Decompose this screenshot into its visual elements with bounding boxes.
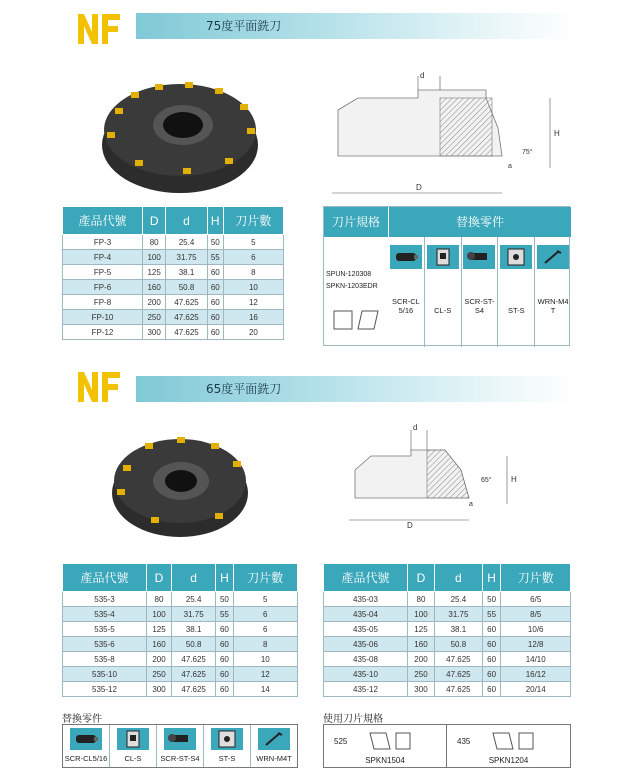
insert-parts-panel xyxy=(323,206,570,346)
table-cell: 200 xyxy=(408,652,435,667)
col-header: H xyxy=(216,564,233,592)
table-cell: 25.4 xyxy=(171,592,215,607)
table-cell: 60 xyxy=(207,280,223,295)
table-row xyxy=(324,652,571,667)
insert-code: 435 xyxy=(457,737,471,746)
inserts-strip xyxy=(323,724,571,768)
table-row xyxy=(63,250,284,265)
table-cell: 50.8 xyxy=(171,637,215,652)
table-cell: 25.4 xyxy=(166,235,207,250)
part-label: ST-S xyxy=(507,306,525,315)
table-cell: 535-3 xyxy=(63,592,147,607)
part-label: CL-S xyxy=(434,306,452,315)
part-cell xyxy=(63,725,110,767)
table-row xyxy=(63,622,298,637)
insert-cell xyxy=(447,725,570,767)
table-cell: 300 xyxy=(143,325,166,340)
table-cell: 80 xyxy=(408,592,435,607)
table-cell: 10 xyxy=(233,652,297,667)
table-cell: 435-10 xyxy=(324,667,408,682)
table-cell: 55 xyxy=(482,607,501,622)
table-cell: 535-8 xyxy=(63,652,147,667)
table-cell: 125 xyxy=(143,265,166,280)
table-cell: 16/12 xyxy=(501,667,571,682)
part-cell xyxy=(498,237,535,347)
table-cell: 60 xyxy=(216,637,233,652)
part-icon xyxy=(390,245,422,269)
part-label: SCR-ST-S4 xyxy=(160,754,200,763)
table-cell: 435-04 xyxy=(324,607,408,622)
spec-table-435 xyxy=(323,563,571,697)
table-row xyxy=(324,622,571,637)
table-cell: 435-08 xyxy=(324,652,408,667)
table-cell: 8/5 xyxy=(501,607,571,622)
table-cell: 47.625 xyxy=(166,310,207,325)
table-cell: 50.8 xyxy=(166,280,207,295)
table-cell: 125 xyxy=(147,622,172,637)
table-cell: 38.1 xyxy=(434,622,482,637)
dim-angle: 75° xyxy=(522,149,533,156)
table-cell: 47.625 xyxy=(434,682,482,697)
spec-table-75 xyxy=(62,206,284,340)
insert-shape-icon xyxy=(366,729,426,753)
table-cell: 60 xyxy=(216,622,233,637)
spec-table-535 xyxy=(62,563,298,697)
dim-H: H xyxy=(554,129,560,138)
col-header: 刀片數 xyxy=(223,207,283,235)
table-cell: 20 xyxy=(223,325,283,340)
table-cell: 100 xyxy=(147,607,172,622)
table-cell: 435-03 xyxy=(324,592,408,607)
inserts-label: 使用刀片規格 xyxy=(323,714,383,725)
insert-code: 525 xyxy=(334,737,348,746)
dimension-drawing-65 xyxy=(335,420,535,532)
table-row xyxy=(324,682,571,697)
table-cell: 31.75 xyxy=(434,607,482,622)
part-icon xyxy=(427,245,459,269)
table-cell: 12 xyxy=(233,667,297,682)
table-cell: 14 xyxy=(233,682,297,697)
table-cell: 160 xyxy=(147,637,172,652)
table-cell: 535-4 xyxy=(63,607,147,622)
table-cell: 125 xyxy=(408,622,435,637)
table-cell: FP-3 xyxy=(63,235,143,250)
part-icon xyxy=(463,245,495,269)
table-cell: 12/8 xyxy=(501,637,571,652)
col-header: 產品代號 xyxy=(324,564,408,592)
table-cell: 535-12 xyxy=(63,682,147,697)
table-cell: 47.625 xyxy=(171,652,215,667)
insert-header: 刀片規格 xyxy=(324,207,388,237)
dim-a: a xyxy=(469,501,473,508)
table-cell: 10/6 xyxy=(501,622,571,637)
table-cell: 200 xyxy=(143,295,166,310)
table-cell: 300 xyxy=(147,682,172,697)
table-cell: 60 xyxy=(216,682,233,697)
table-cell: FP-4 xyxy=(63,250,143,265)
part-label: WRN-M4T xyxy=(537,297,569,315)
part-label: SCR-CL5/16 xyxy=(391,297,420,315)
table-cell: 47.625 xyxy=(434,667,482,682)
table-row xyxy=(324,637,571,652)
part-label: SCR-CL5/16 xyxy=(64,754,108,763)
milling-cutter-image xyxy=(105,425,255,545)
table-cell: 60 xyxy=(482,622,501,637)
table-cell: 5 xyxy=(223,235,283,250)
table-row xyxy=(63,310,284,325)
table-cell: 5 xyxy=(233,592,297,607)
table-cell: 60 xyxy=(207,265,223,280)
table-cell: 31.75 xyxy=(166,250,207,265)
col-header: D xyxy=(143,207,166,235)
table-cell: 435-12 xyxy=(324,682,408,697)
part-cell xyxy=(251,725,297,767)
part-cell xyxy=(388,237,425,347)
table-cell: 100 xyxy=(408,607,435,622)
table-cell: 12 xyxy=(223,295,283,310)
table-cell: FP-8 xyxy=(63,295,143,310)
table-cell: 60 xyxy=(482,667,501,682)
table-row xyxy=(324,667,571,682)
part-cell xyxy=(425,237,462,347)
table-cell: 55 xyxy=(207,250,223,265)
col-header: 刀片數 xyxy=(501,564,571,592)
table-row xyxy=(63,592,298,607)
table-cell: 8 xyxy=(223,265,283,280)
table-cell: 60 xyxy=(482,682,501,697)
section-title: 75度平面銑刀 xyxy=(206,19,282,33)
table-cell: 250 xyxy=(408,667,435,682)
col-header: D xyxy=(147,564,172,592)
table-cell: 55 xyxy=(216,607,233,622)
col-header: H xyxy=(207,207,223,235)
table-cell: 6 xyxy=(233,622,297,637)
part-cell xyxy=(204,725,251,767)
table-cell: 250 xyxy=(147,667,172,682)
table-row xyxy=(324,607,571,622)
table-cell: 80 xyxy=(147,592,172,607)
col-header: d xyxy=(166,207,207,235)
part-label: ST-S xyxy=(218,754,236,763)
col-header: D xyxy=(408,564,435,592)
col-header: 產品代號 xyxy=(63,564,147,592)
table-cell: 50 xyxy=(482,592,501,607)
table-cell: 80 xyxy=(143,235,166,250)
section-title: 65度平面銑刀 xyxy=(206,382,282,396)
table-cell: FP-12 xyxy=(63,325,143,340)
table-row xyxy=(63,265,284,280)
table-cell: 160 xyxy=(408,637,435,652)
table-cell: 47.625 xyxy=(166,325,207,340)
table-cell: 100 xyxy=(143,250,166,265)
dim-d: d xyxy=(420,71,425,80)
table-cell: 10 xyxy=(223,280,283,295)
section-banner xyxy=(136,376,576,402)
table-cell: 60 xyxy=(207,295,223,310)
table-cell: 60 xyxy=(482,637,501,652)
table-cell: 47.625 xyxy=(166,295,207,310)
insert-spec-2: SPKN-1203EDR xyxy=(326,283,378,290)
table-cell: FP-6 xyxy=(63,280,143,295)
brand-logo xyxy=(76,10,122,46)
part-label: CL-S xyxy=(124,754,142,763)
insert-shape-icon xyxy=(489,729,549,753)
table-cell: 8 xyxy=(233,637,297,652)
insert-spec-1: SPUN-120308 xyxy=(326,271,372,278)
insert-name: SPKN1204 xyxy=(488,756,529,765)
table-cell: 60 xyxy=(216,667,233,682)
table-cell: 6 xyxy=(233,607,297,622)
table-row xyxy=(63,607,298,622)
table-cell: 60 xyxy=(482,652,501,667)
table-cell: 435-06 xyxy=(324,637,408,652)
table-cell: 200 xyxy=(147,652,172,667)
table-cell: FP-5 xyxy=(63,265,143,280)
table-cell: 38.1 xyxy=(171,622,215,637)
table-cell: 50.8 xyxy=(434,637,482,652)
part-icon xyxy=(500,245,532,269)
table-cell: 38.1 xyxy=(166,265,207,280)
part-cell xyxy=(157,725,204,767)
col-header: d xyxy=(171,564,215,592)
table-cell: 47.625 xyxy=(171,682,215,697)
dim-a: a xyxy=(508,163,512,170)
part-cell xyxy=(462,237,499,347)
insert-cell xyxy=(324,725,447,767)
dim-angle: 65° xyxy=(481,477,492,484)
table-cell: 300 xyxy=(408,682,435,697)
parts-strip xyxy=(62,724,298,768)
parts-header: 替換零件 xyxy=(388,207,571,237)
table-cell: 60 xyxy=(216,652,233,667)
table-row xyxy=(324,592,571,607)
table-cell: 435-05 xyxy=(324,622,408,637)
insert-name: SPKN1504 xyxy=(365,756,405,765)
table-cell: 16 xyxy=(223,310,283,325)
table-cell: 535-6 xyxy=(63,637,147,652)
table-row xyxy=(63,280,284,295)
table-cell: 60 xyxy=(207,310,223,325)
col-header: H xyxy=(482,564,501,592)
part-icon xyxy=(537,245,569,269)
table-cell: 250 xyxy=(143,310,166,325)
dim-D: D xyxy=(416,183,422,192)
table-row xyxy=(63,667,298,682)
table-cell: 535-10 xyxy=(63,667,147,682)
part-icon xyxy=(258,728,290,750)
table-cell: 6/5 xyxy=(501,592,571,607)
table-cell: 6 xyxy=(223,250,283,265)
col-header: d xyxy=(434,564,482,592)
table-row xyxy=(63,295,284,310)
dimension-drawing-75 xyxy=(318,68,568,203)
table-cell: 47.625 xyxy=(171,667,215,682)
table-row xyxy=(63,325,284,340)
table-cell: 160 xyxy=(143,280,166,295)
table-cell: 60 xyxy=(207,325,223,340)
table-cell: FP-10 xyxy=(63,310,143,325)
dim-D: D xyxy=(407,521,413,530)
dim-H: H xyxy=(511,475,517,484)
part-cell xyxy=(535,237,571,347)
table-row xyxy=(63,652,298,667)
table-row xyxy=(63,235,284,250)
table-cell: 47.625 xyxy=(434,652,482,667)
col-header: 產品代號 xyxy=(63,207,143,235)
insert-shape-icon xyxy=(332,307,382,337)
part-icon xyxy=(211,728,243,750)
part-label: SCR-ST-S4 xyxy=(464,297,495,315)
part-icon xyxy=(117,728,149,750)
table-cell: 20/14 xyxy=(501,682,571,697)
brand-logo xyxy=(76,368,122,404)
table-cell: 535-5 xyxy=(63,622,147,637)
table-cell: 14/10 xyxy=(501,652,571,667)
table-row xyxy=(63,682,298,697)
table-row xyxy=(63,637,298,652)
table-cell: 50 xyxy=(207,235,223,250)
col-header: 刀片數 xyxy=(233,564,297,592)
table-cell: 25.4 xyxy=(434,592,482,607)
part-label: WRN-M4T xyxy=(256,754,292,763)
milling-cutter-image xyxy=(95,70,265,200)
part-icon xyxy=(164,728,196,750)
table-cell: 31.75 xyxy=(171,607,215,622)
part-icon xyxy=(70,728,102,750)
part-cell xyxy=(110,725,157,767)
parts-label: 替換零件 xyxy=(62,714,102,725)
table-cell: 50 xyxy=(216,592,233,607)
section-banner xyxy=(136,13,576,39)
dim-d: d xyxy=(413,423,418,432)
